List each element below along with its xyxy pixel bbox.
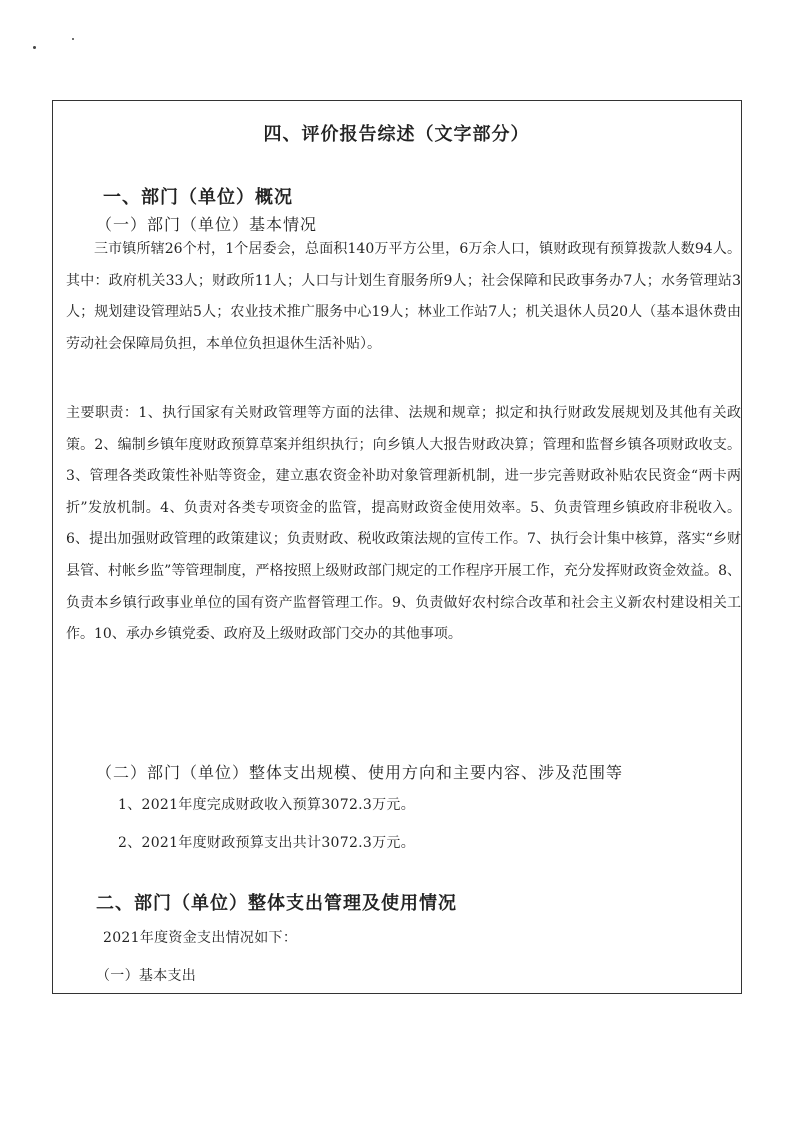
expenditure-item: 2、2021年度财政预算支出共计3072.3万元。 xyxy=(118,835,416,851)
page-title: 四、评价报告综述（文字部分） xyxy=(263,124,530,145)
basic-info-paragraph: 三市镇所辖26个村，1个居委会，总面积140万平方公里，6万余人口，镇财政现有预算拨款人数94人。其中：政府机关33人；财政所11人；人口与计划生育服务所9人；社会保障和民政事务办7人；水务管理站3人；规划建设管理站5人；农业技术推广服务中心19人；林业工作站7人；机关退休人员20人（基本退休费由劳动社会保障局负担，本单位负担退休生活补贴）。 xyxy=(66,241,741,352)
revenue-item: 1、2021年度完成财政收入预算3072.3万元。 xyxy=(118,797,416,813)
duties-text: 1、执行国家有关财政管理等方面的法律、法规和规章；拟定和执行财政发展规划及其他有关政策。2、编制乡镇年度财政预算草案并组织执行；向乡镇人大报告财政决算；管理和监督乡镇各项财政收支。3、管理各类政策性补贴等资金，建立惠农资金补助对象管理新机制，进一步完善财政补贴农民资金“两卡两折”发放机制。4、负责对各类专项资金的监管，提高财政资金使用效率。5、负责管理乡镇政府非税收入。6、提出加强财政管理的政策建议；负责财政、税收政策法规的宣传工作。7、执行会计集中核算，落实“乡财县管、村帐乡监”等管理制度，严格按照上级财政部门规定的工作程序开展工作，充分发挥财政资金效益。8、负责本乡镇行政事业单位的国有资产监督管理工作。9、负责做好农村综合改革和社会主义新农村建设相关工作。10、承办乡镇党委、政府及上级财政部门交办的其他事项。 xyxy=(66,405,742,643)
section1-sub2-heading: （二）部门（单位）整体支出规模、使用方向和主要内容、涉及范围等 xyxy=(96,763,624,782)
scan-speck xyxy=(33,46,36,49)
section2-sub1-heading: （一）基本支出 xyxy=(96,968,197,984)
duties-paragraph xyxy=(66,398,741,651)
scan-speck xyxy=(72,38,74,40)
section1-heading: 一、部门（单位）概况 xyxy=(103,187,293,208)
section1-sub1-heading: （一）部门（单位）基本情况 xyxy=(96,215,318,234)
section2-heading: 二、部门（单位）整体支出管理及使用情况 xyxy=(96,893,457,914)
section2-intro: 2021年度资金支出情况如下： xyxy=(103,930,298,946)
duties-label: 主要职责： xyxy=(66,405,139,421)
